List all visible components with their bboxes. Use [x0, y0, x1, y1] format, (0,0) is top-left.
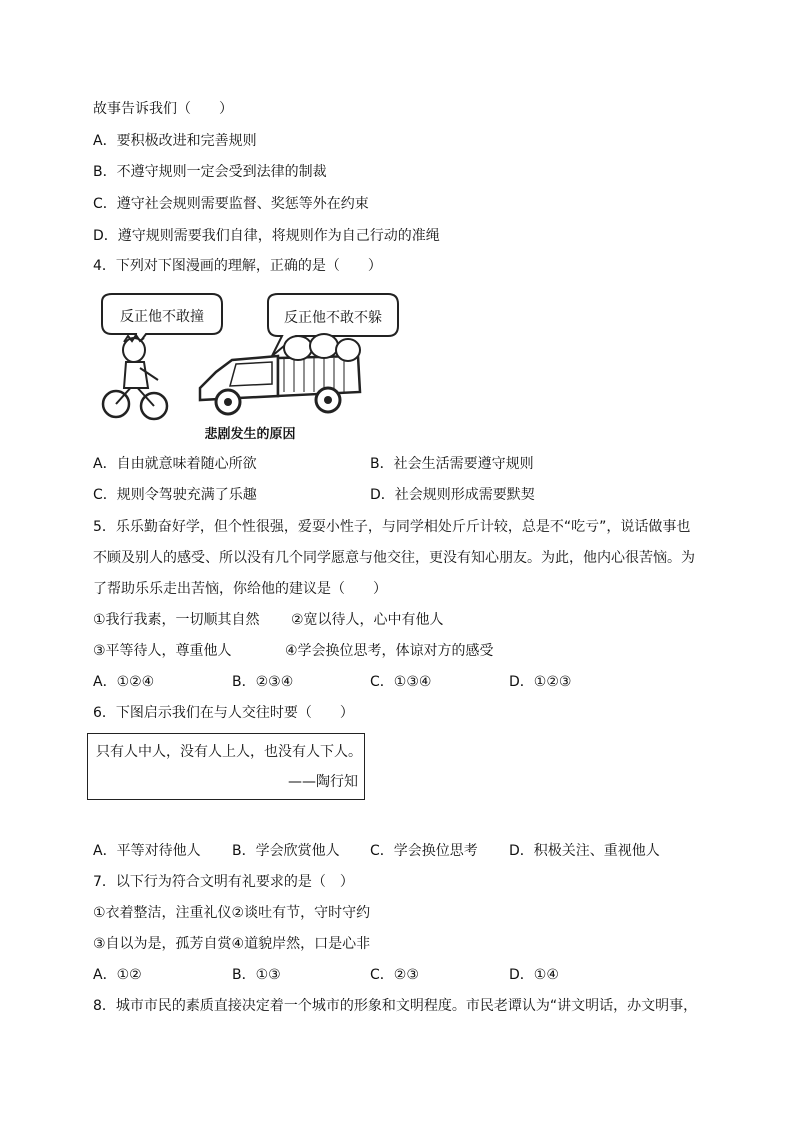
q6-option-d: D．积极关注、重视他人 [509, 843, 660, 859]
q7-option-d: D．①④ [509, 967, 559, 983]
q3-option-b: B．不遵守规则一定会受到法律的制裁 [93, 164, 327, 180]
q5-stem-line-3: 了帮助乐乐走出苦恼，你给他的建议是（ ） [93, 581, 387, 597]
q5-option-a: A．①②④ [93, 674, 155, 690]
q5-option-c: C．①③④ [370, 674, 432, 690]
q6-option-b: B．学会欣赏他人 [232, 843, 340, 859]
q3-stem: 故事告诉我们（ ） [93, 101, 233, 117]
q8-stem: 8．城市市民的素质直接决定着一个城市的形象和文明程度。市民老谭认为“讲文明话，办文明事， [93, 998, 698, 1014]
q3-option-c: C．遵守社会规则需要监督、奖惩等外在约束 [93, 196, 369, 212]
q5-option-d: D．①②③ [509, 674, 572, 690]
bubble-left-text: 反正他不敢撞 [120, 309, 204, 325]
quote-author: ——陶行知 [288, 774, 358, 790]
quote-text: 只有人中人，没有人上人，也没有人下人。 [96, 744, 362, 760]
q4-option-d: D．社会规则形成需要默契 [370, 487, 535, 503]
bubble-right-text: 反正他不敢不躲 [284, 310, 382, 326]
q5-item-3: ③平等待人，尊重他人 [93, 643, 232, 659]
q5-item-2: ②宽以待人，心中有他人 [291, 612, 444, 628]
q7-option-a: A．①② [93, 967, 142, 983]
q6-option-a: A．平等对待他人 [93, 843, 201, 859]
cartoon-caption: 悲剧发生的原因 [204, 427, 296, 442]
q4-option-b: B．社会生活需要遵守规则 [370, 456, 534, 472]
q7-option-c: C．②③ [370, 967, 419, 983]
cyclist-figure [103, 335, 167, 419]
q3-option-a: A．要积极改进和完善规则 [93, 133, 257, 149]
q7-item-line-1: ①衣着整洁，注重礼仪②谈吐有节，守时守约 [93, 905, 371, 921]
q6-option-c: C．学会换位思考 [370, 843, 478, 859]
q4-option-a: A．自由就意味着随心所欲 [93, 456, 257, 472]
q5-item-1: ①我行我素，一切顺其自然 [93, 612, 260, 628]
q6-stem: 6．下图启示我们在与人交往时要（ ） [93, 705, 354, 721]
q5-stem-line-1: 5．乐乐勤奋好学，但个性很强，爱耍小性子，与同学相处斤斤计较，总是不“吃亏”，说话做事也 [93, 519, 691, 535]
q5-item-4: ④学会换位思考，体谅对方的感受 [285, 643, 494, 659]
cartoon-illustration [96, 292, 400, 444]
quote-box [87, 733, 365, 800]
q3-option-d: D．遵守规则需要我们自律，将规则作为自己行动的准绳 [93, 228, 440, 244]
q5-option-b: B．②③④ [232, 674, 294, 690]
q7-option-b: B．①③ [232, 967, 281, 983]
q5-stem-line-2: 不顾及别人的感受、所以没有几个同学愿意与他交往，更没有知心朋友。为此，他内心很苦恼。为 [93, 550, 695, 566]
q7-item-line-2: ③自以为是，孤芳自赏④道貌岸然，口是心非 [93, 936, 371, 952]
q7-stem: 7．以下行为符合文明有礼要求的是（ ） [93, 874, 354, 890]
q4-option-c: C．规则令驾驶充满了乐趣 [93, 487, 257, 503]
q4-stem: 4．下列对下图漫画的理解，正确的是（ ） [93, 258, 382, 274]
